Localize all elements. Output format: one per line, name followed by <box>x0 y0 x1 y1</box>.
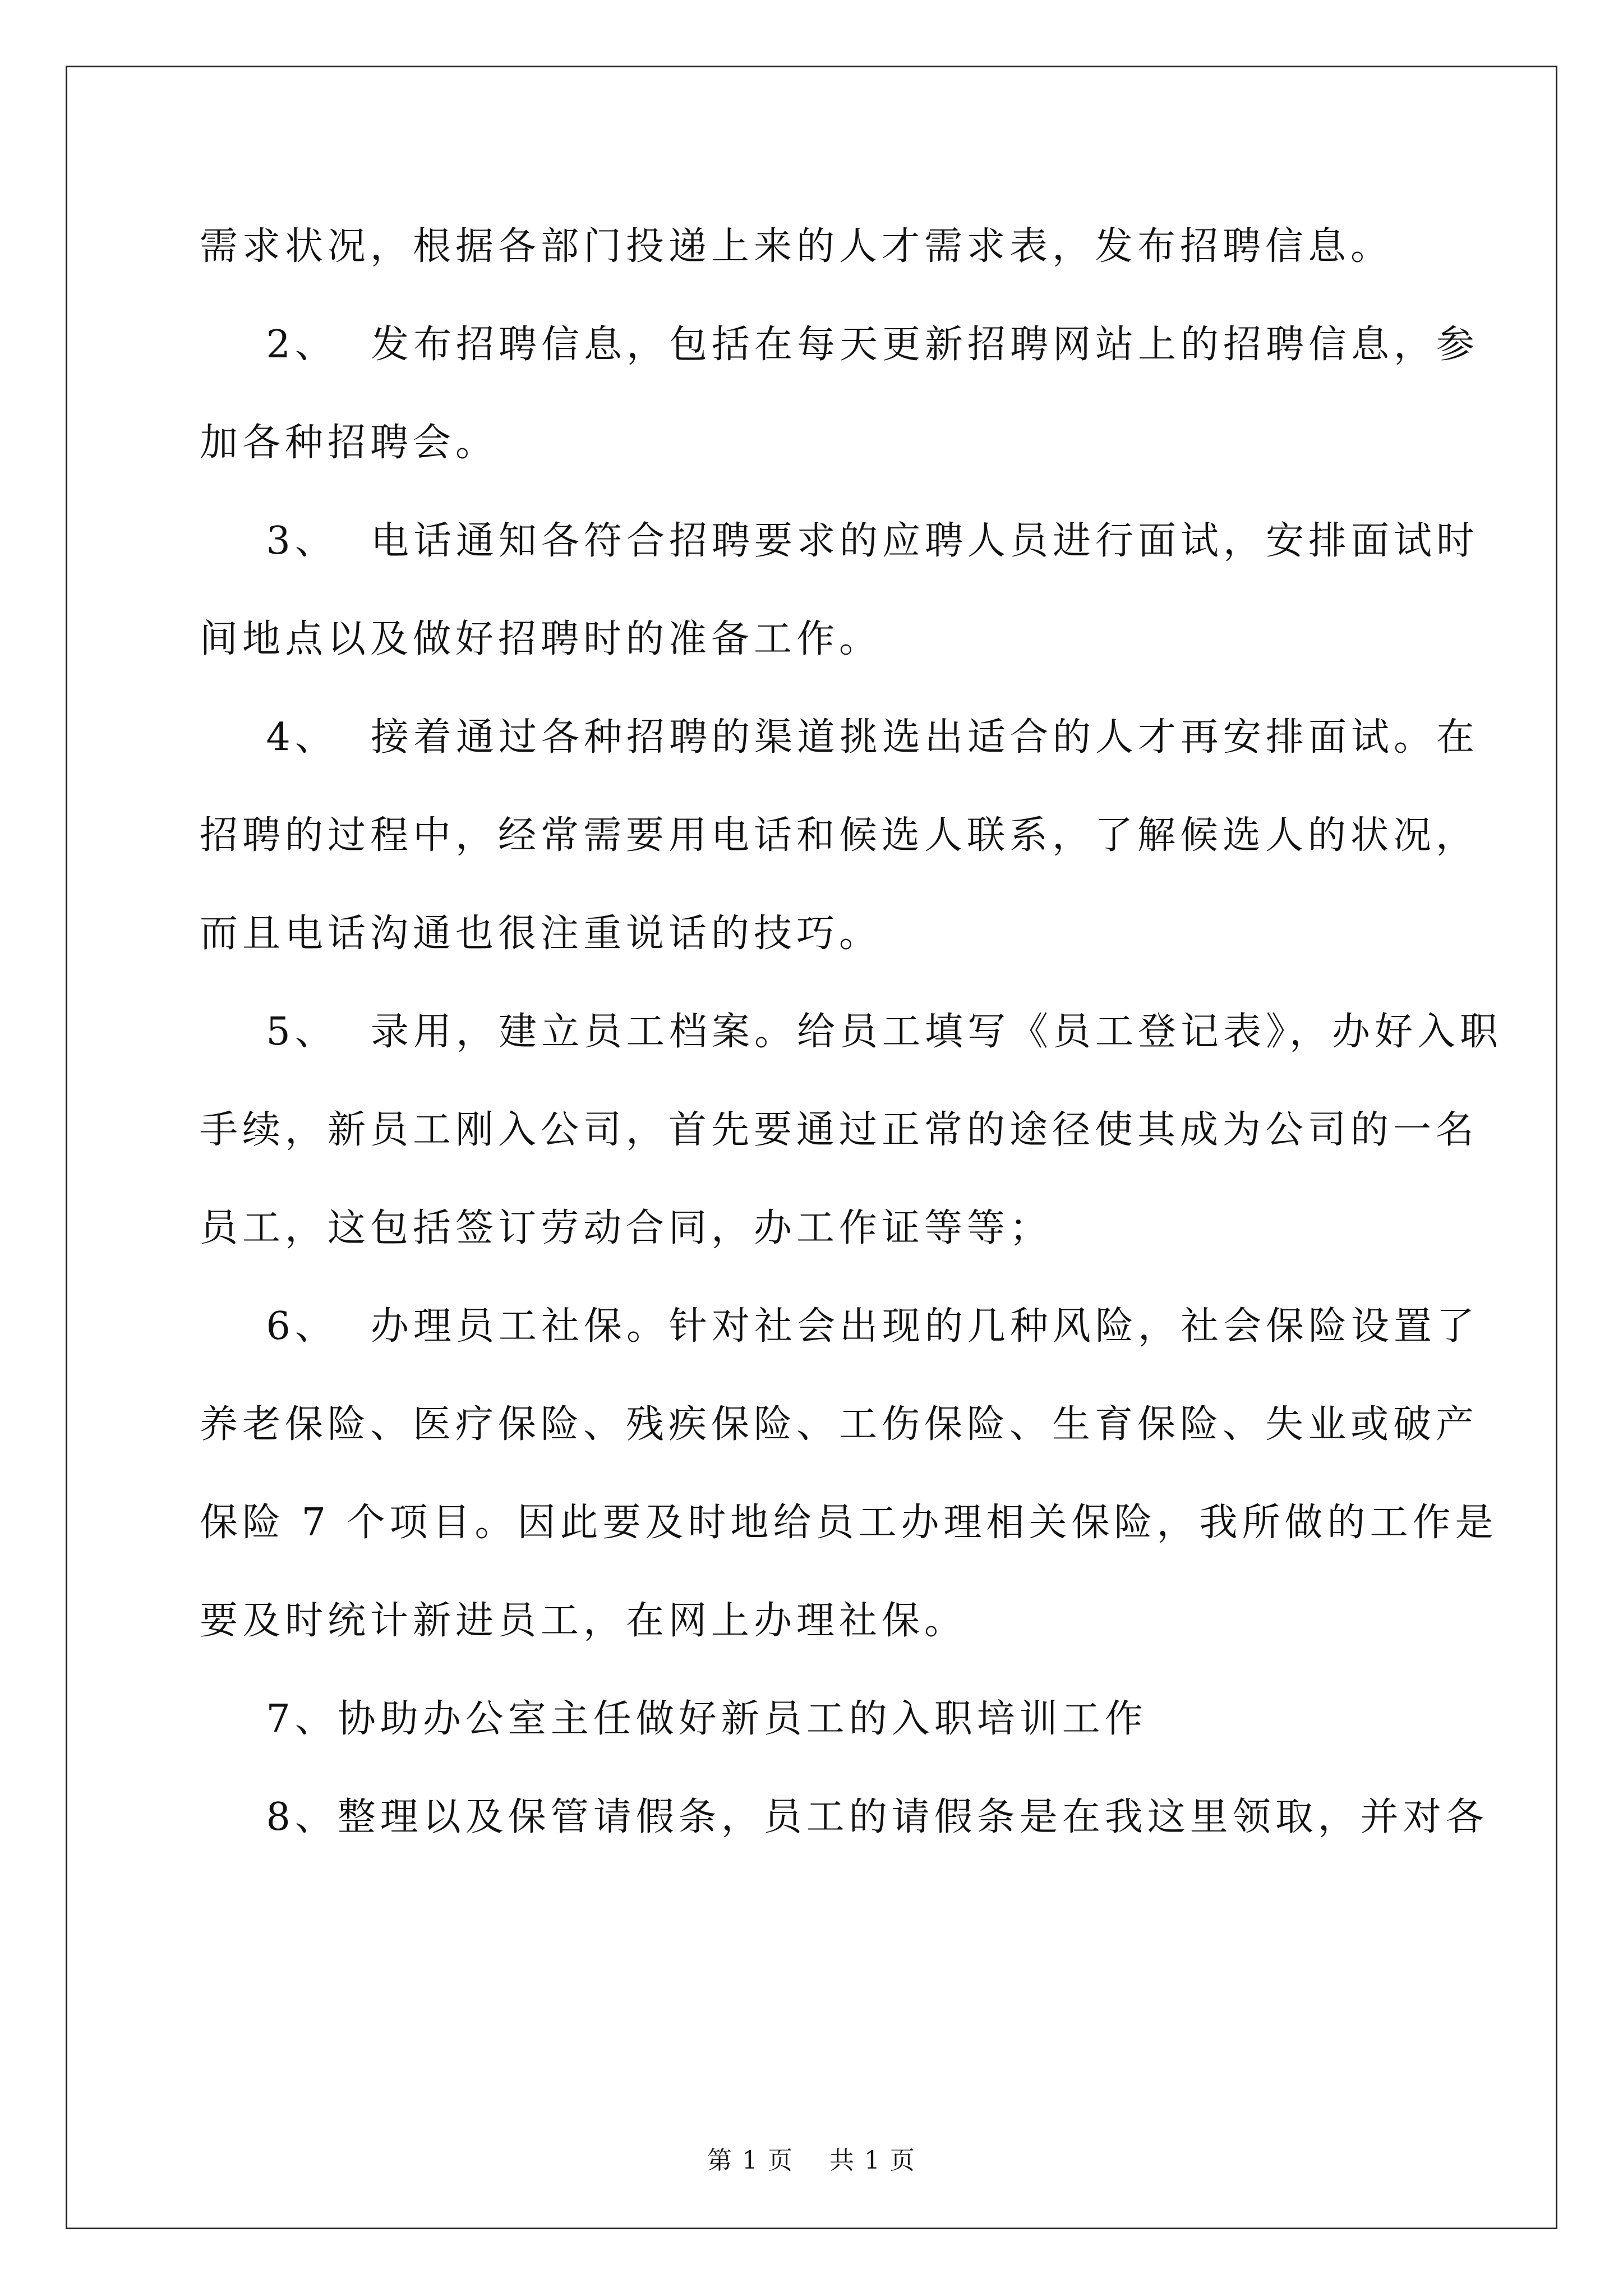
text-line: 8、整理以及保管请假条，员工的请假条是在我这里领取，并对各 <box>200 1795 1488 1839</box>
text-line: 加各种招聘会。 <box>200 421 499 465</box>
text-line: 4、 接着通过各种招聘的渠道挑选出适合的人才再安排面试。在 <box>200 715 1479 760</box>
text-line: 3、 电话通知各符合招聘要求的应聘人员进行面试，安排面试时 <box>200 519 1479 563</box>
text-line: 而且电话沟通也很注重说话的技巧。 <box>200 912 882 956</box>
text-line: 招聘的过程中，经常需要用电话和候选人联系，了解候选人的状况， <box>200 813 1479 858</box>
text-line: 员工，这包括签订劳动合同，办工作证等等； <box>200 1206 1053 1250</box>
text-line: 需求状况，根据各部门投递上来的人才需求表，发布招聘信息。 <box>200 224 1394 269</box>
text-line: 2、 发布招聘信息，包括在每天更新招聘网站上的招聘信息，参 <box>200 323 1479 367</box>
text-line: 养老保险、医疗保险、残疾保险、工伤保险、生育保险、失业或破产 <box>200 1402 1479 1447</box>
text-line: 间地点以及做好招聘时的准备工作。 <box>200 617 882 661</box>
document-body <box>200 213 1502 1882</box>
text-line: 要及时统计新进员工，在网上办理社保。 <box>200 1599 967 1643</box>
page-number: 第 1 页 共 1 页 <box>707 2146 916 2175</box>
text-line: 保险 7 个项目。因此要及时地给员工办理相关保险，我所做的工作是 <box>200 1501 1498 1545</box>
text-line: 手续，新员工刚入公司，首先要通过正常的途径使其成为公司的一名 <box>200 1108 1479 1152</box>
text-line: 6、 办理员工社保。针对社会出现的几种风险，社会保险设置了 <box>200 1304 1479 1349</box>
text-line: 7、协助办公室主任做好新员工的入职培训工作 <box>200 1697 1147 1741</box>
text-line: 5、 录用，建立员工档案。给员工填写《员工登记表》，办好入职 <box>200 1010 1502 1054</box>
page-footer <box>0 2144 1623 2178</box>
